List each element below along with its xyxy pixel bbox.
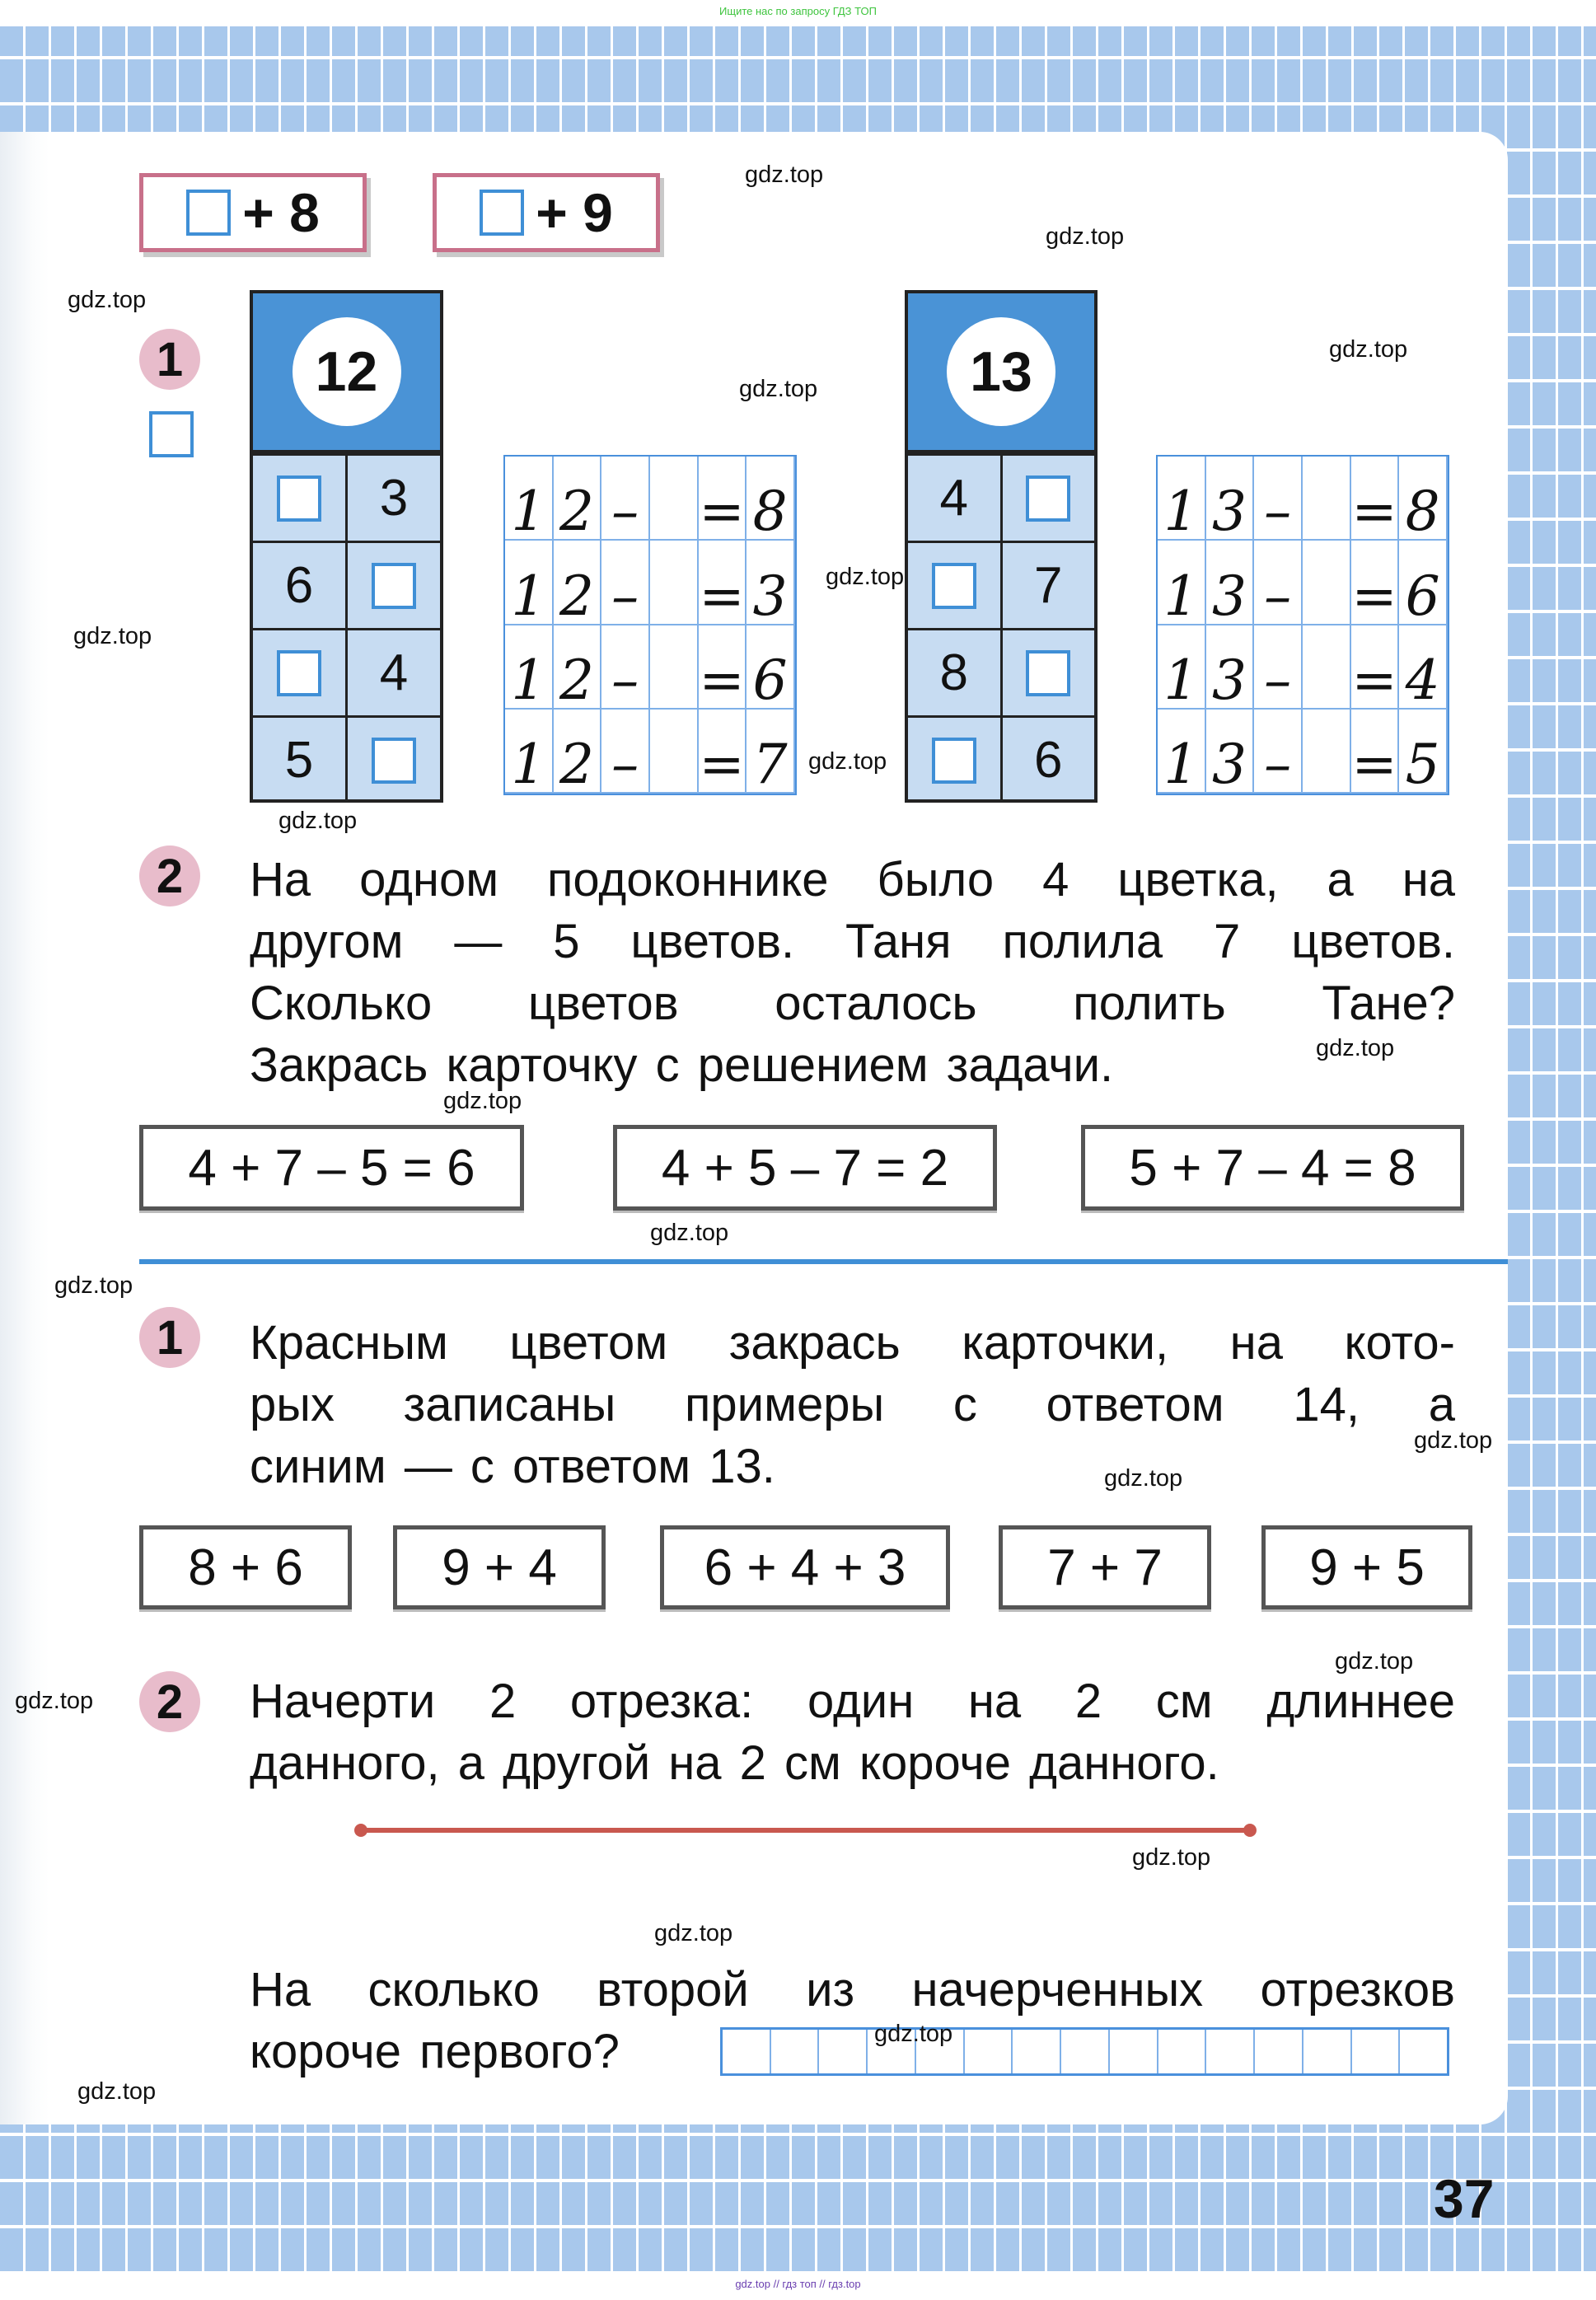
watermark: gdz.top (68, 287, 147, 313)
card-text: + 9 (536, 182, 613, 243)
grid-cell: = (699, 625, 747, 710)
grid-13 (1156, 455, 1449, 795)
grid-12 (503, 455, 797, 795)
text-line: синим — с ответом 13. (250, 1440, 775, 1493)
table-row (253, 453, 440, 541)
footer-note: gdz.top // гдз топ // гдз.top (735, 2278, 861, 2290)
empty-box[interactable] (932, 563, 976, 609)
answer-cell[interactable] (1013, 2030, 1061, 2073)
example-card[interactable]: 8 + 6 (139, 1525, 352, 1609)
grid-cell: 1 (505, 625, 554, 710)
grid-cell: 1 (1158, 710, 1206, 794)
empty-box[interactable] (186, 190, 231, 236)
watermark: gdz.top (1104, 1465, 1183, 1492)
table-row (253, 715, 440, 803)
top-note: Ищите нас по запросу ГДЗ ТОП (719, 5, 877, 17)
answer-cell[interactable] (1206, 2030, 1255, 2073)
grid-cell: 7 (747, 710, 795, 794)
empty-box[interactable] (372, 563, 416, 609)
text-line: Закрась карточку с решением задачи. (250, 1038, 1114, 1092)
text-line: короче первого? (250, 2025, 620, 2078)
text-line: данного, а другой на 2 см короче данного. (250, 1736, 1219, 1790)
header-number: 12 (293, 317, 401, 426)
grid-cell-blank[interactable] (650, 625, 699, 710)
grid-cell: 6 (1399, 541, 1448, 625)
table-cell[interactable] (345, 543, 440, 628)
grid-cell-blank[interactable] (650, 541, 699, 625)
grid-cell: = (1351, 457, 1400, 541)
watermark: gdz.top (443, 1088, 522, 1114)
card-plus-8[interactable] (139, 173, 367, 252)
watermark: gdz.top (1335, 1648, 1414, 1675)
grid-cell-blank[interactable] (1303, 541, 1351, 625)
grid-cell: 8 (1399, 457, 1448, 541)
table-cell: 6 (284, 557, 314, 614)
grid-cell: 2 (554, 457, 602, 541)
grid-cell: – (1254, 541, 1303, 625)
table-cell: 8 (939, 644, 968, 701)
grid-cell: 1 (505, 710, 554, 794)
empty-box[interactable] (932, 738, 976, 784)
grid-cell: 3 (1206, 625, 1255, 710)
grid-cell: = (1351, 625, 1400, 710)
example-card[interactable]: 9 + 5 (1261, 1525, 1472, 1609)
watermark: gdz.top (654, 1920, 733, 1946)
text-line: На одном подоконнике было 4 цветка, а на (250, 853, 1455, 906)
grid-cell: 3 (1206, 710, 1255, 794)
section-divider (139, 1259, 1508, 1264)
solution-card[interactable]: 5 + 7 – 4 = 8 (1081, 1125, 1464, 1211)
table-cell[interactable] (908, 543, 1000, 628)
given-segment (359, 1828, 1250, 1833)
table-cell[interactable] (345, 718, 440, 803)
answer-cell[interactable] (819, 2030, 868, 2073)
answer-cell[interactable] (1158, 2030, 1207, 2073)
example-card[interactable]: 6 + 4 + 3 (660, 1525, 950, 1609)
task-badge: 1 (139, 329, 200, 390)
table-cell[interactable] (253, 630, 345, 715)
table-row (253, 541, 440, 628)
grid-cell: 2 (554, 541, 602, 625)
answer-cell[interactable] (723, 2030, 771, 2073)
watermark: gdz.top (1046, 223, 1125, 250)
empty-box[interactable] (277, 475, 321, 522)
watermark: gdz.top (874, 2021, 953, 2047)
table-row (908, 715, 1094, 803)
watermark: gdz.top (278, 808, 358, 834)
empty-box[interactable] (480, 190, 524, 236)
page-number: 37 (1434, 2168, 1495, 2229)
grid-cell: 1 (1158, 457, 1206, 541)
text-line: другом — 5 цветов. Таня полила 7 цветов. (250, 915, 1455, 968)
watermark: gdz.top (826, 564, 905, 590)
table-header (253, 293, 440, 453)
grid-cell: 6 (747, 625, 795, 710)
table-cell: 7 (1000, 543, 1095, 628)
grid-cell: = (699, 710, 747, 794)
watermark: gdz.top (73, 623, 152, 649)
grid-cell-blank[interactable] (1303, 625, 1351, 710)
watermark: gdz.top (77, 2078, 157, 2105)
table-cell: 4 (939, 470, 968, 527)
watermark: gdz.top (1414, 1427, 1493, 1454)
answer-cell[interactable] (771, 2030, 820, 2073)
watermark: gdz.top (650, 1220, 729, 1246)
task4-text (250, 1670, 1455, 1794)
segment-end-dot (354, 1824, 367, 1837)
task2-text (250, 849, 1455, 1096)
grid-cell: 3 (1206, 541, 1255, 625)
table-cell: 4 (345, 630, 440, 715)
grid-cell: – (601, 541, 650, 625)
example-card[interactable]: 7 + 7 (999, 1525, 1211, 1609)
grid-cell: – (1254, 710, 1303, 794)
grid-cell: = (699, 457, 747, 541)
grid-cell: 1 (1158, 625, 1206, 710)
text-line: Красным цветом закрась карточки, на кото- (250, 1316, 1455, 1370)
grid-cell: 2 (554, 710, 602, 794)
watermark: gdz.top (15, 1688, 94, 1714)
table-row (908, 628, 1094, 715)
empty-box[interactable] (149, 411, 194, 457)
answer-cell[interactable] (1400, 2030, 1447, 2073)
watermark: gdz.top (1329, 336, 1408, 363)
table-cell[interactable] (908, 718, 1000, 803)
table-row (908, 453, 1094, 541)
table-row (908, 541, 1094, 628)
table-cell: 3 (345, 456, 440, 541)
table-cell[interactable] (1000, 456, 1095, 541)
card-plus-9[interactable] (433, 173, 660, 252)
grid-cell: = (1351, 541, 1400, 625)
grid-cell: 4 (1399, 625, 1448, 710)
grid-cell: 1 (505, 457, 554, 541)
task-badge: 1 (139, 1307, 200, 1368)
empty-box[interactable] (372, 738, 416, 784)
table-cell: 5 (284, 732, 314, 789)
empty-box[interactable] (1026, 475, 1070, 522)
answer-cell[interactable] (1110, 2030, 1158, 2073)
task3-text (250, 1312, 1455, 1497)
watermark: gdz.top (745, 162, 824, 188)
watermark: gdz.top (1132, 1844, 1211, 1871)
grid-cell: 1 (1158, 541, 1206, 625)
table-cell: 6 (1000, 718, 1095, 803)
answer-field[interactable] (720, 2027, 1449, 2076)
empty-box[interactable] (1026, 650, 1070, 696)
header-number: 13 (947, 317, 1055, 426)
watermark: gdz.top (739, 376, 818, 402)
answer-cell[interactable] (1352, 2030, 1401, 2073)
segment-end-dot (1243, 1824, 1257, 1837)
grid-cell: 8 (747, 457, 795, 541)
answer-cell[interactable] (1255, 2030, 1303, 2073)
answer-cell[interactable] (1061, 2030, 1110, 2073)
grid-cell-blank[interactable] (650, 710, 699, 794)
grid-cell: – (601, 710, 650, 794)
grid-cell: = (1351, 710, 1400, 794)
task-badge: 2 (139, 1671, 200, 1732)
grid-cell: 5 (1399, 710, 1448, 794)
answer-cell[interactable] (1303, 2030, 1352, 2073)
solution-card[interactable]: 4 + 7 – 5 = 6 (139, 1125, 524, 1211)
text-line: Начерти 2 отрезка: один на 2 см длиннее (250, 1675, 1455, 1728)
grid-cell: – (601, 625, 650, 710)
text-line: Сколько цветов осталось полить Тане? (250, 977, 1455, 1030)
grid-cell-blank[interactable] (650, 457, 699, 541)
solution-card[interactable]: 4 + 5 – 7 = 2 (613, 1125, 997, 1211)
task-badge: 2 (139, 846, 200, 906)
empty-box[interactable] (277, 650, 321, 696)
grid-cell: – (601, 457, 650, 541)
card-text: + 8 (242, 182, 320, 243)
text-line: рых записаны примеры с ответом 14, а (250, 1378, 1455, 1431)
watermark: gdz.top (54, 1272, 133, 1299)
grid-cell-blank[interactable] (1303, 710, 1351, 794)
table-12 (250, 290, 443, 803)
grid-cell: – (1254, 457, 1303, 541)
table-cell[interactable] (253, 456, 345, 541)
watermark: gdz.top (1316, 1035, 1395, 1061)
grid-cell: 1 (505, 541, 554, 625)
grid-cell: = (699, 541, 747, 625)
grid-cell: – (1254, 625, 1303, 710)
watermark: gdz.top (808, 748, 887, 775)
text-line: На сколько второй из начерченных отрезков (250, 1963, 1455, 2017)
table-header (908, 293, 1094, 453)
grid-cell: 2 (554, 625, 602, 710)
table-cell[interactable] (1000, 630, 1095, 715)
example-card[interactable]: 9 + 4 (393, 1525, 606, 1609)
table-13 (905, 290, 1098, 803)
grid-cell: 3 (747, 541, 795, 625)
table-row (253, 628, 440, 715)
answer-cell[interactable] (965, 2030, 1013, 2073)
grid-cell: 3 (1206, 457, 1255, 541)
grid-cell-blank[interactable] (1303, 457, 1351, 541)
